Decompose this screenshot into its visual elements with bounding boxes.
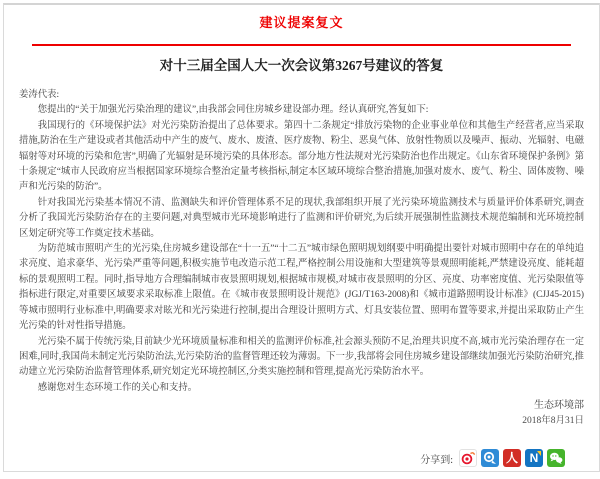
tencent-weibo-bird-glyph — [483, 451, 497, 465]
tencent-weibo-share-icon[interactable] — [481, 449, 499, 467]
share-label: 分享到: — [420, 454, 453, 466]
xinhua-yellow-wedge — [537, 451, 541, 456]
document-title: 对十三届全国人大一次会议第3267号建议的答复 — [159, 58, 444, 73]
salutation: 姜涛代表: — [19, 90, 60, 100]
wechat-bubbles-glyph — [548, 450, 564, 466]
share-bar — [420, 449, 565, 467]
xinhua-n-glyph: N — [529, 451, 539, 465]
wechat-share-icon[interactable] — [547, 449, 565, 467]
xinhua-weibo-share-icon[interactable] — [525, 449, 543, 467]
letter-paragraph: 您提出的“关于加强光污染治理的建议”,由我部会同住房城乡建设部办理。经认真研究,答复如下: — [37, 105, 429, 116]
weibo-eye-glyph — [460, 450, 476, 466]
letter-paragraph: 感谢您对生态环境工作的关心和支持。 — [37, 382, 198, 393]
sina-weibo-share-icon[interactable] — [459, 449, 477, 467]
letter-paragraph: 我国现行的《环境保护法》对光污染防治提出了总体要求。第四十二条规定“排放污染物的企业事业单位和其他生产经营者,应当采取措施,防治在生产建设或者其他活动中产生的废气、废水、废渣、医疗废物、粉尘、恶臭气体、放射性物质以及噪声、振动、光辐射、电磁辐射等对环境的污染和危害”,明确了光辐射是环境污染的具体形态。部分地方性法规对光污染防治也作出规定。《山东省环境保护条例》第十条规定“城市人民政府应当根据国家环境综合整治定量考核指标,制定本区域环境综合整治措施,加强对废水、废气、粉尘、固体废物、噪声和光污染的防治”。 — [19, 120, 584, 193]
people-weibo-share-icon[interactable] — [503, 449, 521, 467]
letter-body — [4, 88, 599, 429]
signature-org: 生态环境部 — [534, 400, 584, 412]
people-glyph: 人 — [505, 451, 518, 465]
red-divider — [32, 44, 571, 46]
document-panel — [3, 3, 600, 472]
signature-date: 2018年8月31日 — [522, 415, 584, 426]
letter-paragraph: 光污染不属于传统污染,目前缺少光环境质量标准和相关的监测评价标准,社会源头预防不足,治理共识度不高,城市光污染治理存在一定困难,同时,我国尚未制定光污染防治法,光污染防治的监督管理还较为薄弱。下一步,我部将会同住房城乡建设部继续加强光污染防治研究,推动建立光污染防治监督管理体系,研究划定光环境控制区,分类实施控制和管理,提高光污染防治水平。 — [19, 336, 584, 378]
letter-paragraph: 针对我国光污染基本情况不清、监测缺失和评价管理体系不足的现状,我部组织开展了光污染环境监测技术与质量评价体系研究,调查分析了我国光污染防治存在的主要问题,对典型城市光环境影响进行了监测和评价研究,为后续开展强制性监测技术规范编制和光环境控制区划定研究等工作奠定技术基础。 — [19, 197, 584, 239]
document-category-label: 建议提案复文 — [259, 15, 344, 30]
letter-paragraph: 为防范城市照明产生的光污染,住房城乡建设部在“十一五”“十二五”城市绿色照明规划纲要中明确提出要针对城市照明中存在的单纯追求亮度、追求豪华、光污染严重等问题,积极实施节电改造示范工程,严格控制公用设施和大型建筑等景观照明能耗,严禁建设亮度、能耗超标的景观照明工程。同时,指导地方合理编制城市夜景照明规划,根据城市规模,对城市夜景照明的分区、亮度、功率密度值、光污染限值等指标进行限定,对重要区域要求采取标准上限值。在《城市夜景照明设计规范》(JGJ/T163-2008)和《城市道路照明设计标准》(CJJ45-2015)等城市照明行业标准中,明确要求对眩光和光污染进行控制,提出合理设计照明方式、灯具安装位置、照明布置等要求,并提出采取防止产生光污染的针对性指导措施。 — [19, 244, 584, 332]
